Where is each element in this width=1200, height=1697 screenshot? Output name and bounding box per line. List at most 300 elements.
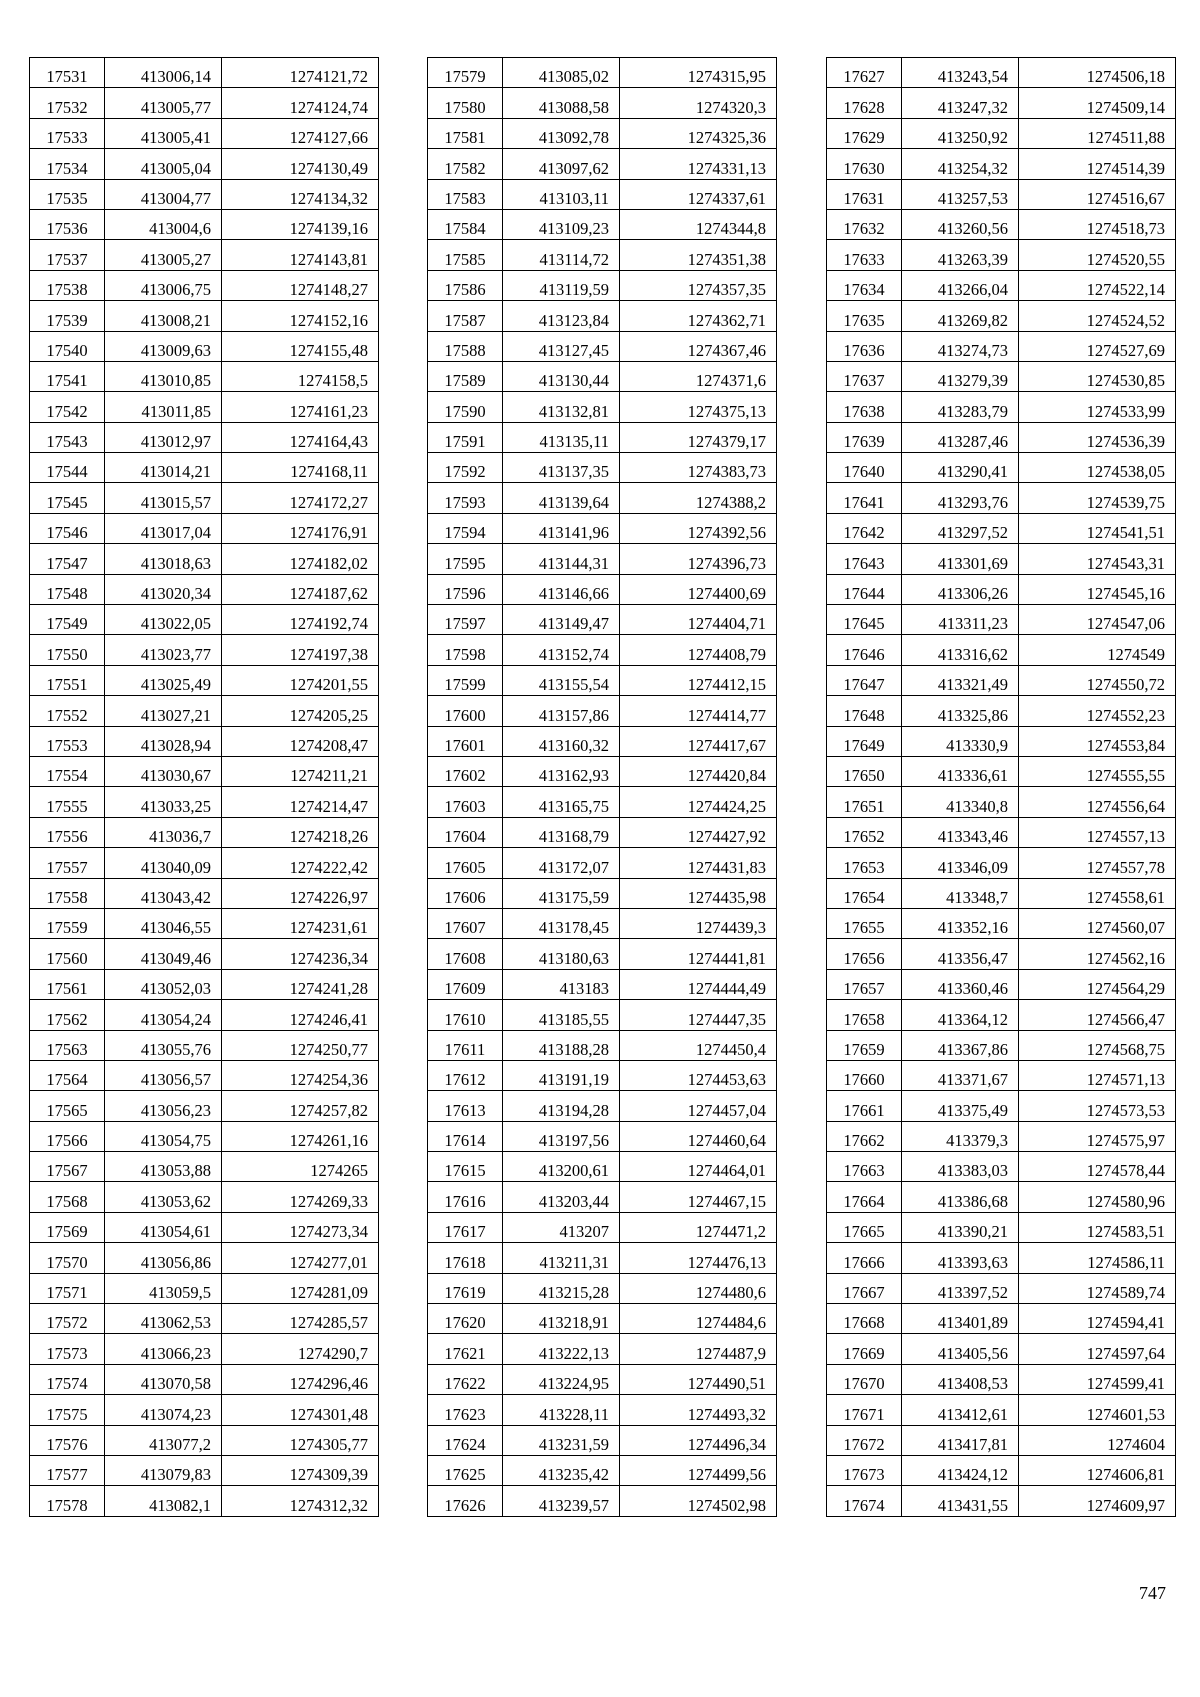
table-row (827, 848, 1176, 878)
y-coordinate-cell: 1274351,38 (620, 240, 777, 270)
x-coordinate-cell: 413200,61 (503, 1152, 620, 1182)
point-number-cell: 17630 (827, 149, 902, 179)
table-row (827, 817, 1176, 847)
point-number-cell: 17621 (428, 1334, 503, 1364)
x-coordinate-cell: 413053,88 (105, 1152, 222, 1182)
point-number-cell: 17576 (30, 1425, 105, 1455)
point-number-cell: 17599 (428, 665, 503, 695)
point-number-cell: 17612 (428, 1060, 503, 1090)
point-number-cell: 17605 (428, 848, 503, 878)
y-coordinate-cell: 1274509,14 (1019, 88, 1176, 118)
point-number-cell: 17658 (827, 1000, 902, 1030)
table-row (428, 544, 777, 574)
x-coordinate-cell: 413046,55 (105, 908, 222, 938)
y-coordinate-cell: 1274246,41 (222, 1000, 379, 1030)
x-coordinate-cell: 413417,81 (902, 1425, 1019, 1455)
point-number-cell: 17571 (30, 1273, 105, 1303)
y-coordinate-cell: 1274536,39 (1019, 422, 1176, 452)
y-coordinate-cell: 1274392,56 (620, 513, 777, 543)
table-row (827, 1243, 1176, 1273)
x-coordinate-cell: 413165,75 (503, 787, 620, 817)
table-row (30, 1121, 379, 1151)
point-number-cell: 17581 (428, 118, 503, 148)
x-coordinate-cell: 413132,81 (503, 392, 620, 422)
y-coordinate-cell: 1274273,34 (222, 1212, 379, 1242)
x-coordinate-cell: 413364,12 (902, 1000, 1019, 1030)
y-coordinate-cell: 1274444,49 (620, 969, 777, 999)
point-number-cell: 17634 (827, 270, 902, 300)
x-coordinate-cell: 413006,75 (105, 270, 222, 300)
point-number-cell: 17643 (827, 544, 902, 574)
point-number-cell: 17583 (428, 179, 503, 209)
point-number-cell: 17577 (30, 1455, 105, 1485)
table-row (827, 453, 1176, 483)
y-coordinate-cell: 1274557,13 (1019, 817, 1176, 847)
x-coordinate-cell: 413062,53 (105, 1304, 222, 1334)
table-row (428, 848, 777, 878)
x-coordinate-cell: 413254,32 (902, 149, 1019, 179)
x-coordinate-cell: 413257,53 (902, 179, 1019, 209)
table-row (428, 696, 777, 726)
y-coordinate-cell: 1274222,42 (222, 848, 379, 878)
x-coordinate-cell: 413070,58 (105, 1364, 222, 1394)
point-number-cell: 17545 (30, 483, 105, 513)
point-number-cell: 17622 (428, 1364, 503, 1394)
x-coordinate-cell: 413023,77 (105, 635, 222, 665)
table-row (428, 1334, 777, 1364)
point-number-cell: 17617 (428, 1212, 503, 1242)
x-coordinate-cell: 413059,5 (105, 1273, 222, 1303)
point-number-cell: 17642 (827, 513, 902, 543)
x-coordinate-cell: 413301,69 (902, 544, 1019, 574)
point-number-cell: 17542 (30, 392, 105, 422)
table-row (428, 331, 777, 361)
x-coordinate-cell: 413397,52 (902, 1273, 1019, 1303)
point-number-cell: 17541 (30, 361, 105, 391)
table-row (428, 1212, 777, 1242)
y-coordinate-cell: 1274331,13 (620, 149, 777, 179)
y-coordinate-cell: 1274337,61 (620, 179, 777, 209)
table-row (827, 1152, 1176, 1182)
y-coordinate-cell: 1274484,6 (620, 1304, 777, 1334)
x-coordinate-cell: 413325,86 (902, 696, 1019, 726)
x-coordinate-cell: 413390,21 (902, 1212, 1019, 1242)
point-number-cell: 17557 (30, 848, 105, 878)
y-coordinate-cell: 1274453,63 (620, 1060, 777, 1090)
x-coordinate-cell: 413155,54 (503, 665, 620, 695)
point-number-cell: 17607 (428, 908, 503, 938)
table-row (827, 544, 1176, 574)
point-number-cell: 17609 (428, 969, 503, 999)
table-row (827, 422, 1176, 452)
y-coordinate-cell: 1274305,77 (222, 1425, 379, 1455)
table-row (30, 422, 379, 452)
x-coordinate-cell: 413194,28 (503, 1091, 620, 1121)
coordinate-table-3 (826, 57, 1176, 1517)
point-number-cell: 17585 (428, 240, 503, 270)
table-row (428, 1486, 777, 1516)
point-number-cell: 17637 (827, 361, 902, 391)
point-number-cell: 17562 (30, 1000, 105, 1030)
y-coordinate-cell: 1274261,16 (222, 1121, 379, 1151)
point-number-cell: 17593 (428, 483, 503, 513)
y-coordinate-cell: 1274553,84 (1019, 726, 1176, 756)
point-number-cell: 17623 (428, 1395, 503, 1425)
y-coordinate-cell: 1274176,91 (222, 513, 379, 543)
point-number-cell: 17535 (30, 179, 105, 209)
point-number-cell: 17632 (827, 209, 902, 239)
y-coordinate-cell: 1274152,16 (222, 301, 379, 331)
x-coordinate-cell: 413054,61 (105, 1212, 222, 1242)
table-row (827, 483, 1176, 513)
point-number-cell: 17656 (827, 939, 902, 969)
table-row (827, 1060, 1176, 1090)
x-coordinate-cell: 413052,03 (105, 969, 222, 999)
y-coordinate-cell: 1274375,13 (620, 392, 777, 422)
x-coordinate-cell: 413386,68 (902, 1182, 1019, 1212)
point-number-cell: 17560 (30, 939, 105, 969)
x-coordinate-cell: 413049,46 (105, 939, 222, 969)
y-coordinate-cell: 1274464,01 (620, 1152, 777, 1182)
y-coordinate-cell: 1274164,43 (222, 422, 379, 452)
table-row (827, 1455, 1176, 1485)
table-row (30, 848, 379, 878)
y-coordinate-cell: 1274254,36 (222, 1060, 379, 1090)
y-coordinate-cell: 1274502,98 (620, 1486, 777, 1516)
point-number-cell: 17660 (827, 1060, 902, 1090)
point-number-cell: 17555 (30, 787, 105, 817)
y-coordinate-cell: 1274552,23 (1019, 696, 1176, 726)
y-coordinate-cell: 1274460,64 (620, 1121, 777, 1151)
y-coordinate-cell: 1274218,26 (222, 817, 379, 847)
x-coordinate-cell: 413162,93 (503, 756, 620, 786)
y-coordinate-cell: 1274604 (1019, 1425, 1176, 1455)
x-coordinate-cell: 413006,14 (105, 58, 222, 88)
table-row (827, 1486, 1176, 1516)
table-row (827, 665, 1176, 695)
table-row (30, 1000, 379, 1030)
point-number-cell: 17657 (827, 969, 902, 999)
point-number-cell: 17638 (827, 392, 902, 422)
y-coordinate-cell: 1274400,69 (620, 574, 777, 604)
point-number-cell: 17564 (30, 1060, 105, 1090)
x-coordinate-cell: 413020,34 (105, 574, 222, 604)
point-number-cell: 17558 (30, 878, 105, 908)
table-row (30, 179, 379, 209)
point-number-cell: 17625 (428, 1455, 503, 1485)
table-row (827, 1334, 1176, 1364)
y-coordinate-cell: 1274450,4 (620, 1030, 777, 1060)
x-coordinate-cell: 413146,66 (503, 574, 620, 604)
x-coordinate-cell: 413239,57 (503, 1486, 620, 1516)
point-number-cell: 17566 (30, 1121, 105, 1151)
x-coordinate-cell: 413367,86 (902, 1030, 1019, 1060)
table-row (827, 392, 1176, 422)
x-coordinate-cell: 413160,32 (503, 726, 620, 756)
y-coordinate-cell: 1274558,61 (1019, 878, 1176, 908)
point-number-cell: 17544 (30, 453, 105, 483)
x-coordinate-cell: 413103,11 (503, 179, 620, 209)
y-coordinate-cell: 1274408,79 (620, 635, 777, 665)
table-row (428, 635, 777, 665)
y-coordinate-cell: 1274586,11 (1019, 1243, 1176, 1273)
point-number-cell: 17640 (827, 453, 902, 483)
y-coordinate-cell: 1274241,28 (222, 969, 379, 999)
x-coordinate-cell: 413022,05 (105, 605, 222, 635)
table-row (827, 1000, 1176, 1030)
point-number-cell: 17620 (428, 1304, 503, 1334)
point-number-cell: 17665 (827, 1212, 902, 1242)
x-coordinate-cell: 413025,49 (105, 665, 222, 695)
table-row (30, 665, 379, 695)
table-row (30, 240, 379, 270)
x-coordinate-cell: 413056,57 (105, 1060, 222, 1090)
x-coordinate-cell: 413066,23 (105, 1334, 222, 1364)
point-number-cell: 17648 (827, 696, 902, 726)
x-coordinate-cell: 413263,39 (902, 240, 1019, 270)
table-row (428, 1425, 777, 1455)
x-coordinate-cell: 413188,28 (503, 1030, 620, 1060)
point-number-cell: 17600 (428, 696, 503, 726)
point-number-cell: 17671 (827, 1395, 902, 1425)
table-row (428, 665, 777, 695)
y-coordinate-cell: 1274487,9 (620, 1334, 777, 1364)
x-coordinate-cell: 413079,83 (105, 1455, 222, 1485)
y-coordinate-cell: 1274560,07 (1019, 908, 1176, 938)
table-row (30, 1152, 379, 1182)
y-coordinate-cell: 1274420,84 (620, 756, 777, 786)
y-coordinate-cell: 1274533,99 (1019, 392, 1176, 422)
y-coordinate-cell: 1274530,85 (1019, 361, 1176, 391)
point-number-cell: 17669 (827, 1334, 902, 1364)
x-coordinate-cell: 413311,23 (902, 605, 1019, 635)
point-number-cell: 17554 (30, 756, 105, 786)
y-coordinate-cell: 1274518,73 (1019, 209, 1176, 239)
x-coordinate-cell: 413010,85 (105, 361, 222, 391)
table-row (30, 1212, 379, 1242)
y-coordinate-cell: 1274139,16 (222, 209, 379, 239)
table-row (428, 270, 777, 300)
table-row (827, 969, 1176, 999)
x-coordinate-cell: 413036,7 (105, 817, 222, 847)
point-number-cell: 17537 (30, 240, 105, 270)
table-row (827, 939, 1176, 969)
table-row (30, 58, 379, 88)
y-coordinate-cell: 1274441,81 (620, 939, 777, 969)
point-number-cell: 17538 (30, 270, 105, 300)
point-number-cell: 17561 (30, 969, 105, 999)
point-number-cell: 17582 (428, 149, 503, 179)
y-coordinate-cell: 1274285,57 (222, 1304, 379, 1334)
x-coordinate-cell: 413014,21 (105, 453, 222, 483)
x-coordinate-cell: 413283,79 (902, 392, 1019, 422)
point-number-cell: 17539 (30, 301, 105, 331)
table-row (30, 635, 379, 665)
table-row (428, 1121, 777, 1151)
x-coordinate-cell: 413005,77 (105, 88, 222, 118)
x-coordinate-cell: 413306,26 (902, 574, 1019, 604)
x-coordinate-cell: 413011,85 (105, 392, 222, 422)
x-coordinate-cell: 413172,07 (503, 848, 620, 878)
y-coordinate-cell: 1274124,74 (222, 88, 379, 118)
table-row (827, 331, 1176, 361)
point-number-cell: 17551 (30, 665, 105, 695)
y-coordinate-cell: 1274168,11 (222, 453, 379, 483)
y-coordinate-cell: 1274296,46 (222, 1364, 379, 1394)
y-coordinate-cell: 1274547,06 (1019, 605, 1176, 635)
y-coordinate-cell: 1274493,32 (620, 1395, 777, 1425)
x-coordinate-cell: 413127,45 (503, 331, 620, 361)
point-number-cell: 17674 (827, 1486, 902, 1516)
point-number-cell: 17635 (827, 301, 902, 331)
table-row (30, 513, 379, 543)
table-row (428, 1243, 777, 1273)
table-row (30, 453, 379, 483)
point-number-cell: 17627 (827, 58, 902, 88)
point-number-cell: 17663 (827, 1152, 902, 1182)
point-number-cell: 17653 (827, 848, 902, 878)
point-number-cell: 17602 (428, 756, 503, 786)
y-coordinate-cell: 1274187,62 (222, 574, 379, 604)
x-coordinate-cell: 413123,84 (503, 301, 620, 331)
table-row (827, 878, 1176, 908)
y-coordinate-cell: 1274404,71 (620, 605, 777, 635)
table-row (428, 1395, 777, 1425)
y-coordinate-cell: 1274214,47 (222, 787, 379, 817)
y-coordinate-cell: 1274527,69 (1019, 331, 1176, 361)
y-coordinate-cell: 1274412,15 (620, 665, 777, 695)
x-coordinate-cell: 413005,27 (105, 240, 222, 270)
table-row (428, 787, 777, 817)
point-number-cell: 17644 (827, 574, 902, 604)
y-coordinate-cell: 1274281,09 (222, 1273, 379, 1303)
x-coordinate-cell: 413279,39 (902, 361, 1019, 391)
point-number-cell: 17629 (827, 118, 902, 148)
x-coordinate-cell: 413224,95 (503, 1364, 620, 1394)
point-number-cell: 17569 (30, 1212, 105, 1242)
table-row (428, 726, 777, 756)
x-coordinate-cell: 413119,59 (503, 270, 620, 300)
point-number-cell: 17616 (428, 1182, 503, 1212)
y-coordinate-cell: 1274182,02 (222, 544, 379, 574)
point-number-cell: 17531 (30, 58, 105, 88)
x-coordinate-cell: 413371,67 (902, 1060, 1019, 1090)
point-number-cell: 17603 (428, 787, 503, 817)
x-coordinate-cell: 413290,41 (902, 453, 1019, 483)
x-coordinate-cell: 413247,32 (902, 88, 1019, 118)
x-coordinate-cell: 413321,49 (902, 665, 1019, 695)
x-coordinate-cell: 413231,59 (503, 1425, 620, 1455)
table-row (428, 240, 777, 270)
x-coordinate-cell: 413222,13 (503, 1334, 620, 1364)
table-row (827, 1121, 1176, 1151)
y-coordinate-cell: 1274568,75 (1019, 1030, 1176, 1060)
point-number-cell: 17570 (30, 1243, 105, 1273)
x-coordinate-cell: 413004,6 (105, 209, 222, 239)
point-number-cell: 17547 (30, 544, 105, 574)
table-row (30, 392, 379, 422)
table-row (30, 1060, 379, 1090)
x-coordinate-cell: 413274,73 (902, 331, 1019, 361)
table-row (428, 1060, 777, 1090)
point-number-cell: 17546 (30, 513, 105, 543)
x-coordinate-cell: 413114,72 (503, 240, 620, 270)
point-number-cell: 17591 (428, 422, 503, 452)
x-coordinate-cell: 413130,44 (503, 361, 620, 391)
x-coordinate-cell: 413393,63 (902, 1243, 1019, 1273)
point-number-cell: 17655 (827, 908, 902, 938)
x-coordinate-cell: 413424,12 (902, 1455, 1019, 1485)
y-coordinate-cell: 1274315,95 (620, 58, 777, 88)
table-row (428, 939, 777, 969)
x-coordinate-cell: 413375,49 (902, 1091, 1019, 1121)
point-number-cell: 17624 (428, 1425, 503, 1455)
table-row (827, 1304, 1176, 1334)
y-coordinate-cell: 1274538,05 (1019, 453, 1176, 483)
table-row (827, 58, 1176, 88)
y-coordinate-cell: 1274550,72 (1019, 665, 1176, 695)
table-row (30, 908, 379, 938)
point-number-cell: 17631 (827, 179, 902, 209)
y-coordinate-cell: 1274211,21 (222, 756, 379, 786)
x-coordinate-cell: 413197,56 (503, 1121, 620, 1151)
point-number-cell: 17661 (827, 1091, 902, 1121)
table-row (827, 1395, 1176, 1425)
y-coordinate-cell: 1274514,39 (1019, 149, 1176, 179)
x-coordinate-cell: 413004,77 (105, 179, 222, 209)
table-row (30, 1486, 379, 1516)
table-row (428, 361, 777, 391)
table-row (30, 1091, 379, 1121)
point-number-cell: 17552 (30, 696, 105, 726)
y-coordinate-cell: 1274575,97 (1019, 1121, 1176, 1151)
table-row (827, 1212, 1176, 1242)
table-row (827, 361, 1176, 391)
y-coordinate-cell: 1274205,25 (222, 696, 379, 726)
table-row (428, 392, 777, 422)
table-row (30, 361, 379, 391)
point-number-cell: 17586 (428, 270, 503, 300)
x-coordinate-cell: 413211,31 (503, 1243, 620, 1273)
point-number-cell: 17589 (428, 361, 503, 391)
point-number-cell: 17645 (827, 605, 902, 635)
y-coordinate-cell: 1274388,2 (620, 483, 777, 513)
point-number-cell: 17549 (30, 605, 105, 635)
x-coordinate-cell: 413074,23 (105, 1395, 222, 1425)
table-row (30, 605, 379, 635)
table-row (30, 270, 379, 300)
y-coordinate-cell: 1274594,41 (1019, 1304, 1176, 1334)
table-row (428, 88, 777, 118)
y-coordinate-cell: 1274511,88 (1019, 118, 1176, 148)
table-row (827, 635, 1176, 665)
point-number-cell: 17613 (428, 1091, 503, 1121)
point-number-cell: 17567 (30, 1152, 105, 1182)
y-coordinate-cell: 1274396,73 (620, 544, 777, 574)
table-row (30, 696, 379, 726)
table-row (30, 149, 379, 179)
point-number-cell: 17597 (428, 605, 503, 635)
x-coordinate-cell: 413178,45 (503, 908, 620, 938)
table-row (428, 209, 777, 239)
x-coordinate-cell: 413043,42 (105, 878, 222, 908)
x-coordinate-cell: 413343,46 (902, 817, 1019, 847)
x-coordinate-cell: 413152,74 (503, 635, 620, 665)
point-number-cell: 17559 (30, 908, 105, 938)
table-row (827, 1425, 1176, 1455)
x-coordinate-cell: 413348,7 (902, 878, 1019, 908)
table-row (30, 726, 379, 756)
